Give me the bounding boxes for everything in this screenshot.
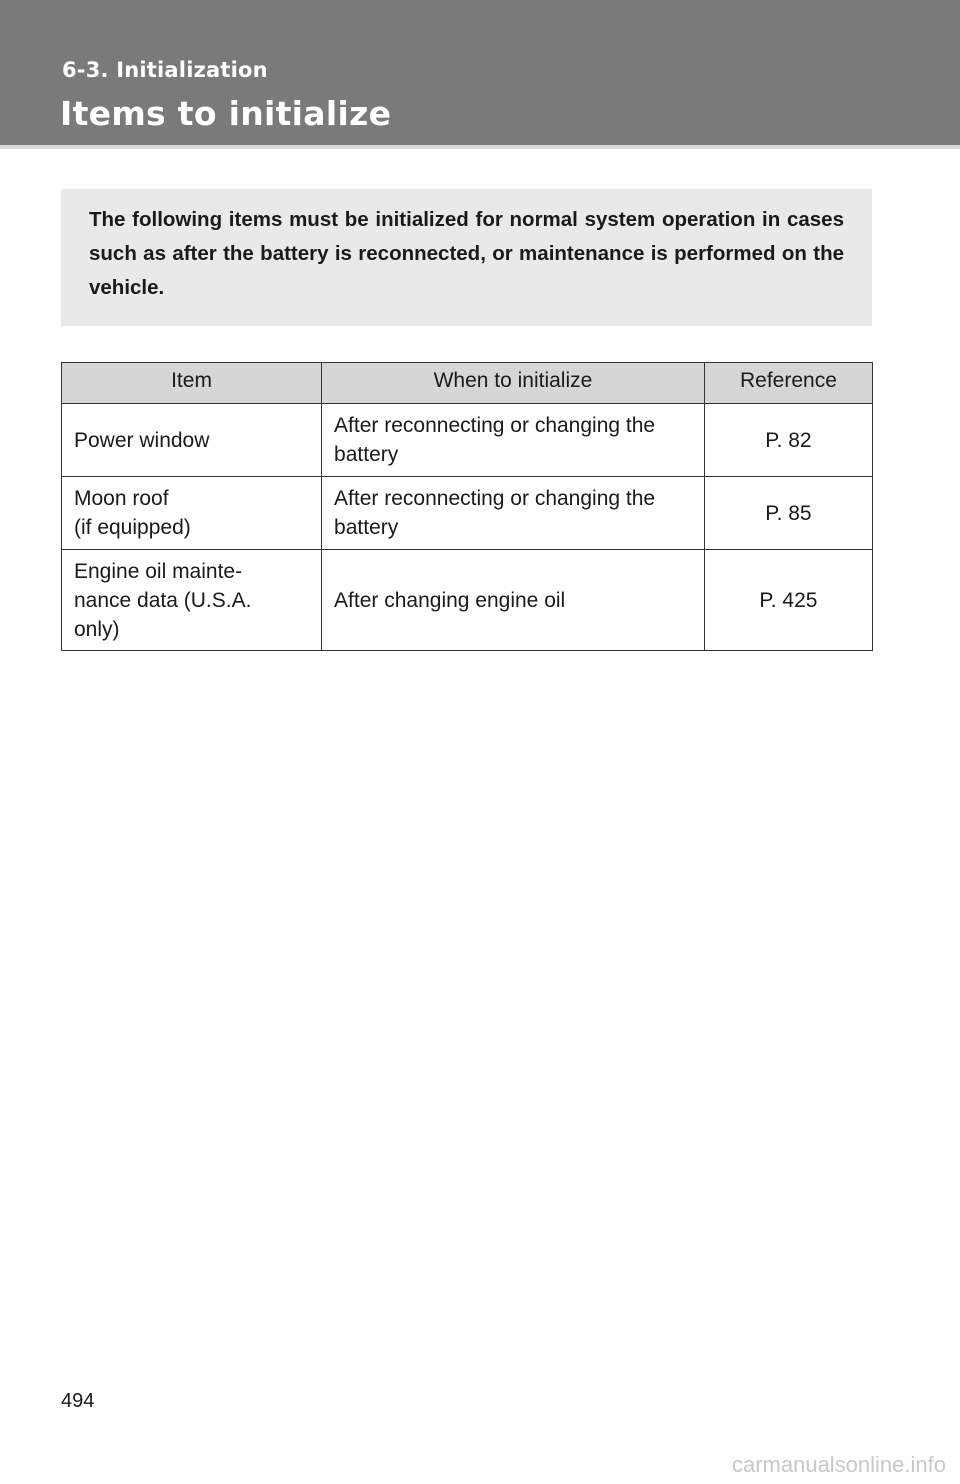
table-row xyxy=(62,404,873,477)
cell-when: After reconnecting or changing the battery xyxy=(322,404,705,477)
column-header-item: Item xyxy=(62,363,322,404)
initialization-table xyxy=(61,362,873,651)
table-header-row xyxy=(62,363,873,404)
cell-reference: P. 85 xyxy=(704,477,872,550)
cell-reference: P. 425 xyxy=(704,550,872,651)
page-header xyxy=(0,0,960,145)
column-header-when: When to initialize xyxy=(322,363,705,404)
table-row xyxy=(62,477,873,550)
intro-box xyxy=(61,189,872,326)
header-divider xyxy=(0,145,960,149)
cell-reference: P. 82 xyxy=(704,404,872,477)
table-row xyxy=(62,550,873,651)
cell-when: After changing engine oil xyxy=(322,550,705,651)
page-number: 494 xyxy=(61,1390,95,1412)
cell-when: After reconnecting or changing the battery xyxy=(322,477,705,550)
intro-text: The following items must be initialized for normal system operation in cases such as after the battery is reconnected, or maintenance is performed on the vehicle. xyxy=(89,208,844,299)
column-header-reference: Reference xyxy=(704,363,872,404)
section-label: 6-3. Initialization xyxy=(62,58,268,82)
cell-item: Moon roof (if equipped) xyxy=(62,477,322,550)
watermark: carmanualsonline.info xyxy=(731,1452,946,1477)
cell-item: Power window xyxy=(62,404,322,477)
cell-item: Engine oil mainte- nance data (U.S.A. only) xyxy=(62,550,322,651)
page-title: Items to initialize xyxy=(60,94,392,133)
